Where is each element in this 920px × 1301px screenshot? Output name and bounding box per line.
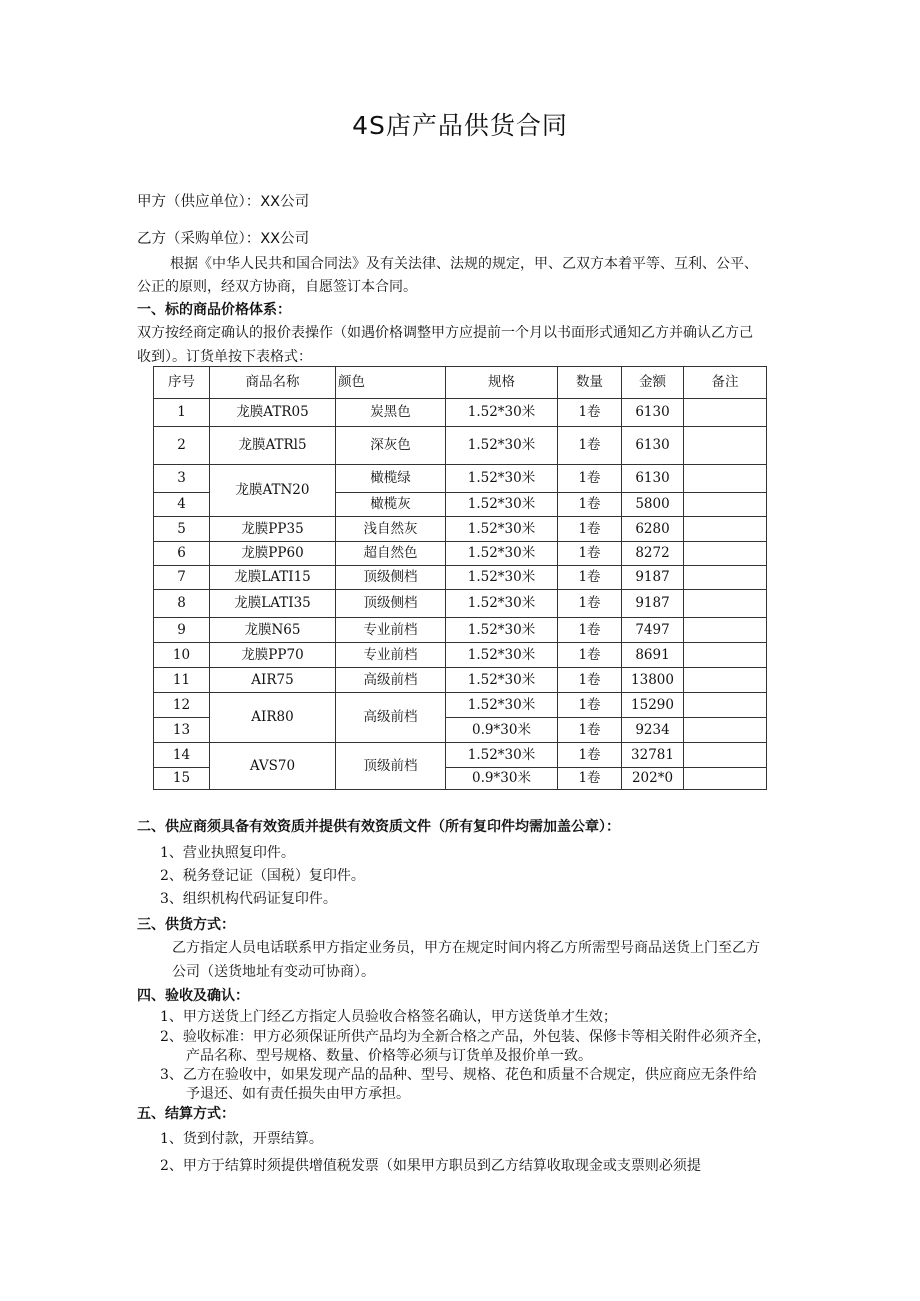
cell-spec: 1.52*30米 xyxy=(446,618,558,643)
section4-heading: 四、验收及确认： xyxy=(137,988,249,1004)
cell-spec: 1.52*30米 xyxy=(446,643,558,668)
cell-note xyxy=(684,618,767,643)
cell-qty: 1卷 xyxy=(558,465,622,493)
cell-qty: 1卷 xyxy=(558,668,622,693)
cell-amount: 13800 xyxy=(622,668,684,693)
section4-item-3-cont: 予退还、如有责任损失由甲方承担。 xyxy=(186,1086,410,1102)
header-no: 序号 xyxy=(154,367,210,399)
cell-spec: 1.52*30米 xyxy=(446,517,558,542)
cell-amount: 6130 xyxy=(622,465,684,493)
cell-spec: 1.52*30米 xyxy=(446,693,558,718)
cell-no: 13 xyxy=(154,718,210,743)
cell-no: 15 xyxy=(154,768,210,790)
cell-no: 14 xyxy=(154,743,210,768)
intro-line-1: 根据《中华人民共和国合同法》及有关法律、法规的规定，甲、乙双方本着平等、互利、公平、 xyxy=(170,256,758,272)
cell-note xyxy=(684,517,767,542)
section2-heading: 二、供应商须具备有效资质并提供有效资质文件（所有复印件均需加盖公章）： xyxy=(137,819,620,835)
cell-color: 专业前档 xyxy=(336,643,446,668)
price-table xyxy=(153,366,767,790)
cell-no: 3 xyxy=(154,465,210,493)
cell-name: AVS70 xyxy=(210,743,336,790)
cell-color: 高级前档 xyxy=(336,668,446,693)
cell-note xyxy=(684,668,767,693)
party-a: 甲方（供应单位）：XX公司 xyxy=(137,194,310,210)
cell-note xyxy=(684,493,767,517)
cell-note xyxy=(684,718,767,743)
cell-note xyxy=(684,399,767,427)
cell-color: 顶级侧档 xyxy=(336,566,446,590)
cell-note xyxy=(684,427,767,465)
table-row xyxy=(154,743,767,768)
cell-no: 5 xyxy=(154,517,210,542)
cell-no: 7 xyxy=(154,566,210,590)
cell-note xyxy=(684,566,767,590)
cell-name: 龙膜PP60 xyxy=(210,542,336,566)
cell-name: 龙膜LATI35 xyxy=(210,590,336,618)
cell-spec: 1.52*30米 xyxy=(446,668,558,693)
cell-amount: 7497 xyxy=(622,618,684,643)
cell-color: 超自然色 xyxy=(336,542,446,566)
cell-amount: 8691 xyxy=(622,643,684,668)
cell-spec: 1.52*30米 xyxy=(446,542,558,566)
cell-name: 龙膜N65 xyxy=(210,618,336,643)
cell-amount: 9187 xyxy=(622,566,684,590)
cell-qty: 1卷 xyxy=(558,399,622,427)
cell-amount: 6130 xyxy=(622,427,684,465)
cell-amount: 32781 xyxy=(622,743,684,768)
cell-color: 浅自然灰 xyxy=(336,517,446,542)
table-row xyxy=(154,542,767,566)
table-row xyxy=(154,668,767,693)
section3-heading: 三、供货方式： xyxy=(137,917,235,933)
cell-no: 8 xyxy=(154,590,210,618)
cell-qty: 1卷 xyxy=(558,768,622,790)
cell-name: AIR80 xyxy=(210,693,336,743)
cell-note xyxy=(684,542,767,566)
cell-spec: 1.52*30米 xyxy=(446,590,558,618)
cell-spec: 0.9*30米 xyxy=(446,718,558,743)
table-row xyxy=(154,590,767,618)
cell-amount: 6130 xyxy=(622,399,684,427)
cell-qty: 1卷 xyxy=(558,590,622,618)
cell-note xyxy=(684,768,767,790)
cell-spec: 1.52*30米 xyxy=(446,427,558,465)
table-row xyxy=(154,566,767,590)
cell-note xyxy=(684,643,767,668)
cell-amount: 9187 xyxy=(622,590,684,618)
cell-note xyxy=(684,743,767,768)
cell-color: 橄榄灰 xyxy=(336,493,446,517)
section2-item-3: 3、组织机构代码证复印件。 xyxy=(160,891,337,907)
cell-name: AIR75 xyxy=(210,668,336,693)
header-note: 备注 xyxy=(684,367,767,399)
header-spec: 规格 xyxy=(446,367,558,399)
cell-no: 1 xyxy=(154,399,210,427)
cell-qty: 1卷 xyxy=(558,542,622,566)
section3-line-1: 乙方指定人员电话联系甲方指定业务员，甲方在规定时间内将乙方所需型号商品送货上门至乙方 xyxy=(172,940,760,956)
cell-color: 深灰色 xyxy=(336,427,446,465)
cell-name: 龙膜LATI15 xyxy=(210,566,336,590)
header-name: 商品名称 xyxy=(210,367,336,399)
cell-name: 龙膜ATN20 xyxy=(210,465,336,517)
cell-qty: 1卷 xyxy=(558,618,622,643)
cell-name: 龙膜PP35 xyxy=(210,517,336,542)
cell-spec: 1.52*30米 xyxy=(446,465,558,493)
cell-note xyxy=(684,693,767,718)
cell-amount: 6280 xyxy=(622,517,684,542)
cell-qty: 1卷 xyxy=(558,566,622,590)
section4-item-2-cont: 产品名称、型号规格、数量、价格等必须与订货单及报价单一致。 xyxy=(186,1048,592,1064)
cell-note xyxy=(684,465,767,493)
cell-no: 2 xyxy=(154,427,210,465)
section2-item-1: 1、营业执照复印件。 xyxy=(160,845,295,861)
section4-item-3: 3、乙方在验收中，如果发现产品的品种、型号、规格、花色和质量不合规定，供应商应无条件给 xyxy=(160,1067,757,1083)
cell-spec: 1.52*30米 xyxy=(446,743,558,768)
cell-name: 龙膜ATRl5 xyxy=(210,427,336,465)
party-b: 乙方（采购单位）：XX公司 xyxy=(137,231,310,247)
cell-note xyxy=(684,590,767,618)
cell-color: 顶级侧档 xyxy=(336,590,446,618)
section4-item-1: 1、甲方送货上门经乙方指定人员验收合格签名确认，甲方送货单才生效； xyxy=(160,1009,617,1025)
cell-spec: 1.52*30米 xyxy=(446,566,558,590)
cell-qty: 1卷 xyxy=(558,427,622,465)
cell-amount: 9234 xyxy=(622,718,684,743)
section5-item-2: 2、甲方于结算时须提供增值税发票（如果甲方职员到乙方结算收取现金或支票则必须提 xyxy=(160,1158,701,1174)
cell-qty: 1卷 xyxy=(558,493,622,517)
cell-no: 12 xyxy=(154,693,210,718)
header-amount: 金额 xyxy=(622,367,684,399)
cell-name: 龙膜PP70 xyxy=(210,643,336,668)
document-title: 4S店产品供货合同 xyxy=(352,111,568,140)
cell-no: 9 xyxy=(154,618,210,643)
cell-qty: 1卷 xyxy=(558,643,622,668)
cell-no: 6 xyxy=(154,542,210,566)
header-qty: 数量 xyxy=(558,367,622,399)
intro-line-2: 公正的原则，经双方协商，自愿签订本合同。 xyxy=(137,279,417,295)
cell-amount: 8272 xyxy=(622,542,684,566)
section1-line-1: 双方按经商定确认的报价表操作（如遇价格调整甲方应提前一个月以书面形式通知乙方并确认乙方己 xyxy=(137,325,753,341)
table-row xyxy=(154,693,767,718)
cell-amount: 5800 xyxy=(622,493,684,517)
cell-qty: 1卷 xyxy=(558,743,622,768)
table-row xyxy=(154,465,767,493)
cell-qty: 1卷 xyxy=(558,718,622,743)
cell-color: 顶级前档 xyxy=(336,743,446,790)
section4-item-2: 2、验收标准：甲方必须保证所供产品均为全新合格之产品，外包装、保修卡等相关附件必须齐全， xyxy=(160,1029,771,1045)
section1-heading: 一、标的商品价格体系： xyxy=(137,302,291,318)
cell-color: 炭黑色 xyxy=(336,399,446,427)
section5-item-1: 1、货到付款，开票结算。 xyxy=(160,1131,323,1147)
cell-amount: 15290 xyxy=(622,693,684,718)
section1-line-2: 收到）。订货单按下表格式： xyxy=(137,349,312,365)
table-row xyxy=(154,399,767,427)
cell-qty: 1卷 xyxy=(558,517,622,542)
table-row xyxy=(154,427,767,465)
cell-name: 龙膜ATR05 xyxy=(210,399,336,427)
section5-heading: 五、结算方式： xyxy=(137,1106,235,1122)
table-row xyxy=(154,618,767,643)
section2-item-2: 2、税务登记证（国税）复印件。 xyxy=(160,868,365,884)
cell-spec: 1.52*30米 xyxy=(446,399,558,427)
cell-spec: 1.52*30米 xyxy=(446,493,558,517)
cell-no: 4 xyxy=(154,493,210,517)
cell-color: 高级前档 xyxy=(336,693,446,743)
cell-spec: 0.9*30米 xyxy=(446,768,558,790)
cell-color: 橄榄绿 xyxy=(336,465,446,493)
section3-line-2: 公司（送货地址有变动可协商）。 xyxy=(172,964,375,980)
cell-qty: 1卷 xyxy=(558,693,622,718)
cell-amount: 202*0 xyxy=(622,768,684,790)
cell-no: 10 xyxy=(154,643,210,668)
table-row xyxy=(154,517,767,542)
table-header-row xyxy=(154,367,767,399)
header-color: 颜色 xyxy=(336,367,446,399)
cell-no: 11 xyxy=(154,668,210,693)
cell-color: 专业前档 xyxy=(336,618,446,643)
table-row xyxy=(154,643,767,668)
